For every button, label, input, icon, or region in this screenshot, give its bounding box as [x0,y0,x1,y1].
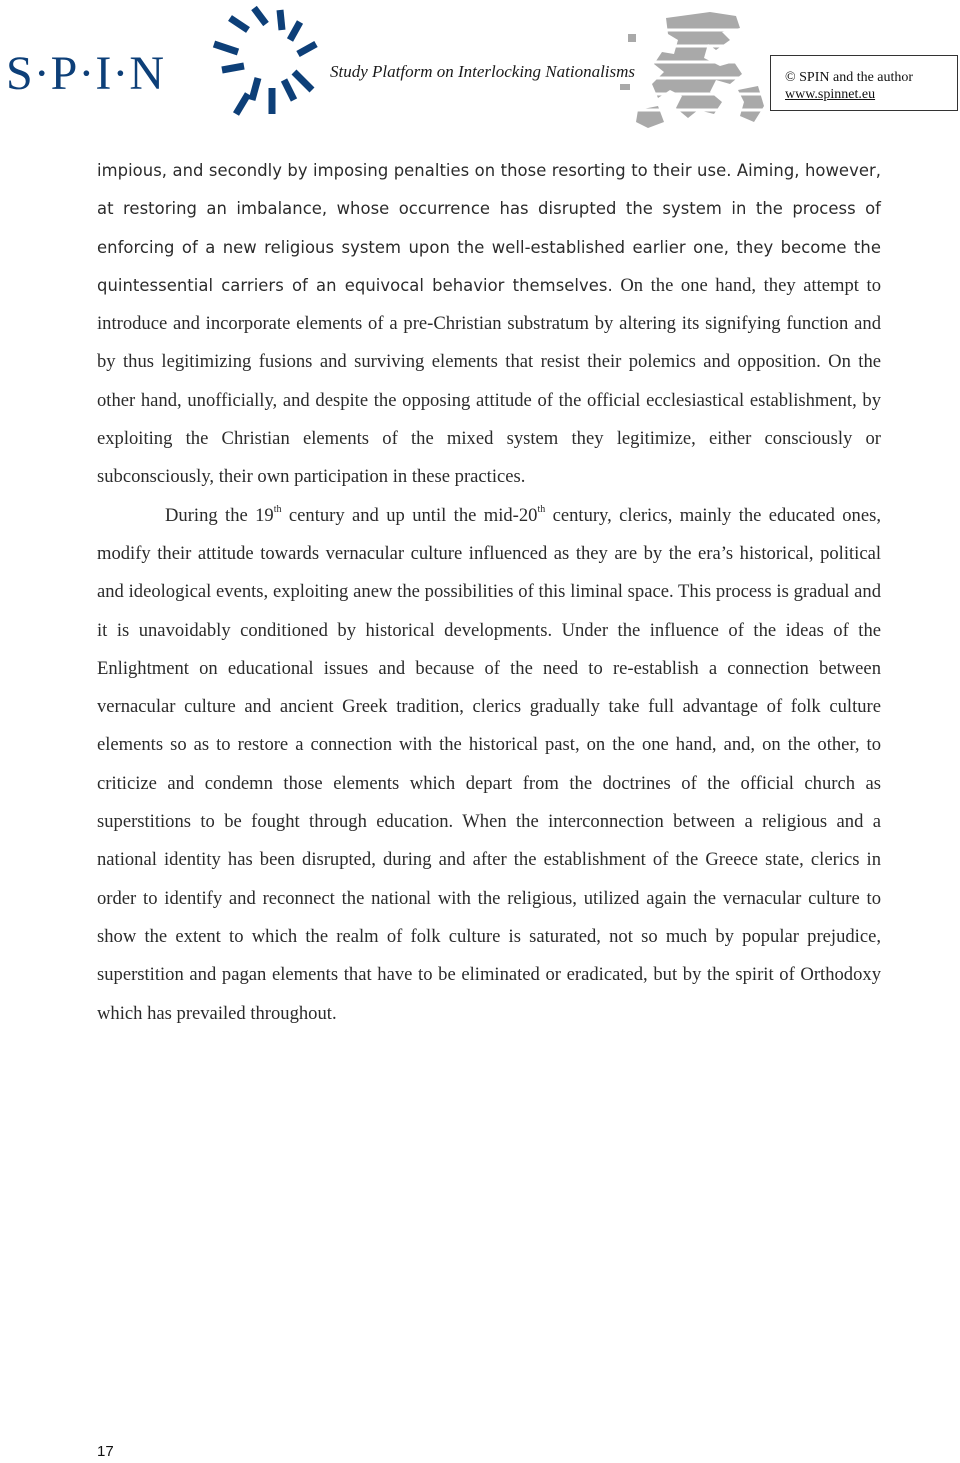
superscript-th-1: th [273,503,282,515]
paragraph-2-run-b: century and up until the mid-20 [281,504,538,526]
copyright-box [770,55,958,111]
page-number: 17 [97,1443,114,1460]
paragraph-2 [97,497,881,1033]
paragraph-2-run-c: century, clerics, mainly the educated ones, modify their attitude towards vernacular culture influenced as they are by the era’s historical, political and ideological events, exploiting anew the possibilities of this liminal space. This process is gradual and it is unavoidably conditioned by historical developments. Under the influence of the ideas of the Enlightment on educational issues and because of the need to re-establish a connection between vernacular culture and ancient Greek tradition, clerics gradually take full advantage of folk culture elements so as to restore a connection with the historical past, on the one hand, and, on the other, to criticize and condemn those elements which depart from the doctrines of the official church as superstitions to be fought through education. When the interconnection between a religious and a national identity has been disrupted, during and after the establishment of the Greece state, clerics in order to identify and reconnect the national with the religious, utilized again the vernacular culture to show the extent to which the realm of folk culture is saturated, not so much by popular prejudice, superstition and pagan elements that have to be eliminated or eradicated, but by the spirit of Orthodoxy which has prevailed throughout. [97,504,881,1024]
paragraph-1-sans-run: impious, and secondly by imposing penalties on those resorting to their use. Aiming, however, at restoring an imbalance, whose occurrence has disrupted the system in the process of enforcing of a new religious system upon the well-established earlier one, they become the quintessential carriers of an equivocal behavior themselves. [97,161,881,295]
spin-tagline: Study Platform on Interlocking Nationalisms [330,62,636,81]
paragraph-2-run-a: During the 19 [165,504,274,526]
spin-logo-wordmark: S·P·I·N [6,47,165,100]
paragraph-1 [97,152,881,497]
superscript-th-2: th [537,503,546,515]
spin-logo-rays-icon [212,4,332,130]
europe-map-icon [618,10,766,130]
article-body [97,152,881,1033]
paragraph-1-serif-run: On the one hand, they attempt to introduce and incorporate elements of a pre-Christian substratum by altering its signifying function and by thus legitimizing fusions and surviving elements that resist their polemics and opposition. On the other hand, unofficially, and despite the opposing attitude of the official ecclesiastical establishment, by exploiting the Christian elements of the mixed system they legitimize, either consciously or subconsciously, their own participation in these practices. [97,274,881,488]
copyright-line: © SPIN and the author [785,70,914,85]
website-link[interactable]: www.spinnet.eu [785,87,876,102]
page-header [0,0,960,140]
